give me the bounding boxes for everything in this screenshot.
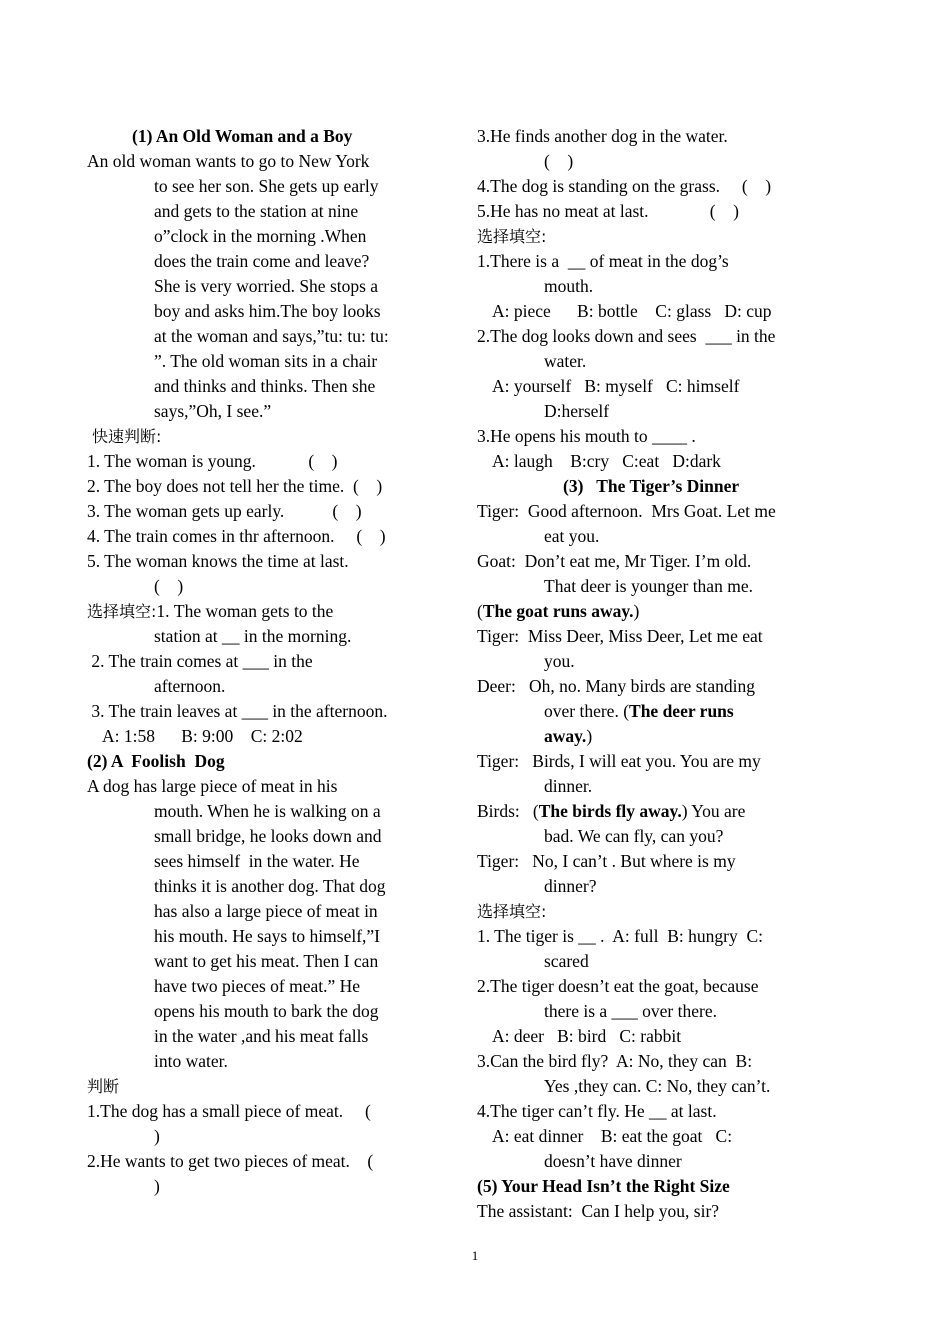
dialogue-line: Tiger: Birds, I will eat you. You are my bbox=[477, 751, 761, 771]
choice-options: A: yourself B: myself C: himself bbox=[492, 376, 740, 396]
story2-line: mouth. When he is walking on a bbox=[154, 801, 381, 821]
story2-line: in the water ,and his meat falls bbox=[154, 1026, 369, 1046]
story1-title: (1) An Old Woman and a Boy bbox=[132, 126, 353, 146]
story2-title: (2) A Foolish Dog bbox=[87, 751, 225, 771]
choice-q2-cont: afternoon. bbox=[154, 676, 226, 696]
judge-item: 1.The dog has a small piece of meat. ( bbox=[87, 1101, 371, 1121]
dialogue-line: Birds: (The birds fly away.) You are bbox=[477, 801, 746, 821]
judge-item: 1. The woman is young. ( ) bbox=[87, 451, 338, 471]
judge-answer-blank: ) bbox=[154, 1176, 160, 1196]
choice-q1-text: 1. The woman gets to the bbox=[156, 601, 334, 621]
story2-line: want to get his meat. Then I can bbox=[154, 951, 379, 971]
story2-line: thinks it is another dog. That dog bbox=[154, 876, 386, 896]
judge-item: 4.The dog is standing on the grass. ( ) bbox=[477, 176, 772, 196]
story1-line: at the woman and says,”tu: tu: tu: bbox=[154, 326, 389, 346]
story1-line: boy and asks him.The boy looks bbox=[154, 301, 381, 321]
choice-q2-cont: there is a ___ over there. bbox=[544, 1001, 717, 1021]
judge-item: 2.He wants to get two pieces of meat. ( bbox=[87, 1151, 374, 1171]
choice-options-cont: doesn’t have dinner bbox=[544, 1151, 682, 1171]
judge-answer-blank: ) bbox=[154, 1126, 160, 1146]
dialogue-line: Deer: Oh, no. Many birds are standing bbox=[477, 676, 755, 696]
choice-q3: 3.Can the bird fly? A: No, they can B: bbox=[477, 1051, 753, 1071]
judge-answer-blank: ( ) bbox=[154, 576, 184, 596]
dialogue-line: Goat: Don’t eat me, Mr Tiger. I’m old. bbox=[477, 551, 752, 571]
judge-item: 4. The train comes in thr afternoon. ( ) bbox=[87, 526, 386, 546]
choice-q2: 2. The train comes at ___ in the bbox=[87, 651, 313, 671]
choice-options: A: laugh B:cry C:eat D:dark bbox=[492, 451, 721, 471]
story1-line: does the train come and leave? bbox=[154, 251, 370, 271]
judge-answer-blank: ( ) bbox=[544, 151, 574, 171]
story1-line: An old woman wants to go to New York bbox=[87, 151, 370, 171]
story2-line: has also a large piece of meat in bbox=[154, 901, 378, 921]
dialogue-line: The assistant: Can I help you, sir? bbox=[477, 1201, 720, 1221]
story1-line: and gets to the station at nine bbox=[154, 201, 359, 221]
story1-line: to see her son. She gets up early bbox=[154, 176, 379, 196]
dialogue-line: Tiger: No, I can’t . But where is my bbox=[477, 851, 736, 871]
dialogue-line: Tiger: Good afternoon. Mrs Goat. Let me bbox=[477, 501, 776, 521]
story2-line: his mouth. He says to himself,”I bbox=[154, 926, 381, 946]
choice-options: A: deer B: bird C: rabbit bbox=[492, 1026, 682, 1046]
judge-item: 5.He has no meat at last. ( ) bbox=[477, 201, 739, 221]
choice-q1-cont: station at __ in the morning. bbox=[154, 626, 352, 646]
choice-label: 选择填空: bbox=[477, 902, 547, 921]
dialogue-line: That deer is younger than me. bbox=[544, 576, 753, 596]
dialogue-line: Tiger: Miss Deer, Miss Deer, Let me eat bbox=[477, 626, 763, 646]
judge-item: 5. The woman knows the time at last. bbox=[87, 551, 349, 571]
choice-label: 选择填空: bbox=[477, 227, 547, 246]
story2-line: A dog has large piece of meat in his bbox=[87, 776, 338, 796]
judge-item: 3.He finds another dog in the water. bbox=[477, 126, 728, 146]
choice-options-cont: D:herself bbox=[544, 401, 610, 421]
choice-q1-cont: mouth. bbox=[544, 276, 594, 296]
choice-q2: 2.The dog looks down and sees ___ in the bbox=[477, 326, 776, 346]
choice-label: 选择填空: bbox=[87, 602, 157, 621]
story2-line: sees himself in the water. He bbox=[154, 851, 360, 871]
choice-q2-cont: water. bbox=[544, 351, 587, 371]
story2-line: small bridge, he looks down and bbox=[154, 826, 382, 846]
story1-line: ”. The old woman sits in a chair bbox=[154, 351, 378, 371]
story1-line: says,”Oh, I see.” bbox=[154, 401, 272, 421]
story2-line: opens his mouth to bark the dog bbox=[154, 1001, 379, 1021]
choice-q4: 4.The tiger can’t fly. He __ at last. bbox=[477, 1101, 717, 1121]
dialogue-line: over there. (The deer runs bbox=[544, 701, 734, 721]
choice-q3-cont: Yes ,they can. C: No, they can’t. bbox=[544, 1076, 771, 1096]
choice-q2: 2.The tiger doesn’t eat the goat, because bbox=[477, 976, 759, 996]
page-number: 1 bbox=[471, 1248, 479, 1263]
judge-label: 判断 bbox=[87, 1077, 120, 1096]
choice-q1-cont: scared bbox=[544, 951, 589, 971]
story1-line: and thinks and thinks. Then she bbox=[154, 376, 376, 396]
story5-title: (5) Your Head Isn’t the Right Size bbox=[477, 1176, 730, 1196]
choice-q1-line bbox=[87, 599, 422, 624]
judge-item: 2. The boy does not tell her the time. ( ) bbox=[87, 476, 383, 496]
story1-line: o”clock in the morning .When bbox=[154, 226, 367, 246]
dialogue-line: away.) bbox=[544, 726, 593, 746]
quick-judge-label: 快速判断: bbox=[92, 427, 162, 446]
story1-line: She is very worried. She stops a bbox=[154, 276, 379, 296]
choice-q1: 1.There is a __ of meat in the dog’s bbox=[477, 251, 729, 271]
right-column bbox=[477, 124, 817, 1224]
stage-direction: (The goat runs away.) bbox=[477, 601, 640, 621]
choice-q1: 1. The tiger is __ . A: full B: hungry C: bbox=[477, 926, 763, 946]
choice-options: A: 1:58 B: 9:00 C: 2:02 bbox=[102, 726, 303, 746]
choice-q3: 3. The train leaves at ___ in the afternoon. bbox=[87, 701, 388, 721]
choice-options: A: eat dinner B: eat the goat C: bbox=[492, 1126, 733, 1146]
dialogue-line: dinner? bbox=[544, 876, 597, 896]
story3-title: (3) The Tiger’s Dinner bbox=[563, 476, 740, 496]
story2-line: have two pieces of meat.” He bbox=[154, 976, 361, 996]
dialogue-line: bad. We can fly, can you? bbox=[544, 826, 724, 846]
left-column bbox=[87, 124, 422, 1199]
judge-item: 3. The woman gets up early. ( ) bbox=[87, 501, 362, 521]
dialogue-line: eat you. bbox=[544, 526, 600, 546]
choice-q3: 3.He opens his mouth to ____ . bbox=[477, 426, 696, 446]
choice-options: A: piece B: bottle C: glass D: cup bbox=[492, 301, 772, 321]
dialogue-line: you. bbox=[544, 651, 575, 671]
story2-line: into water. bbox=[154, 1051, 228, 1071]
dialogue-line: dinner. bbox=[544, 776, 593, 796]
